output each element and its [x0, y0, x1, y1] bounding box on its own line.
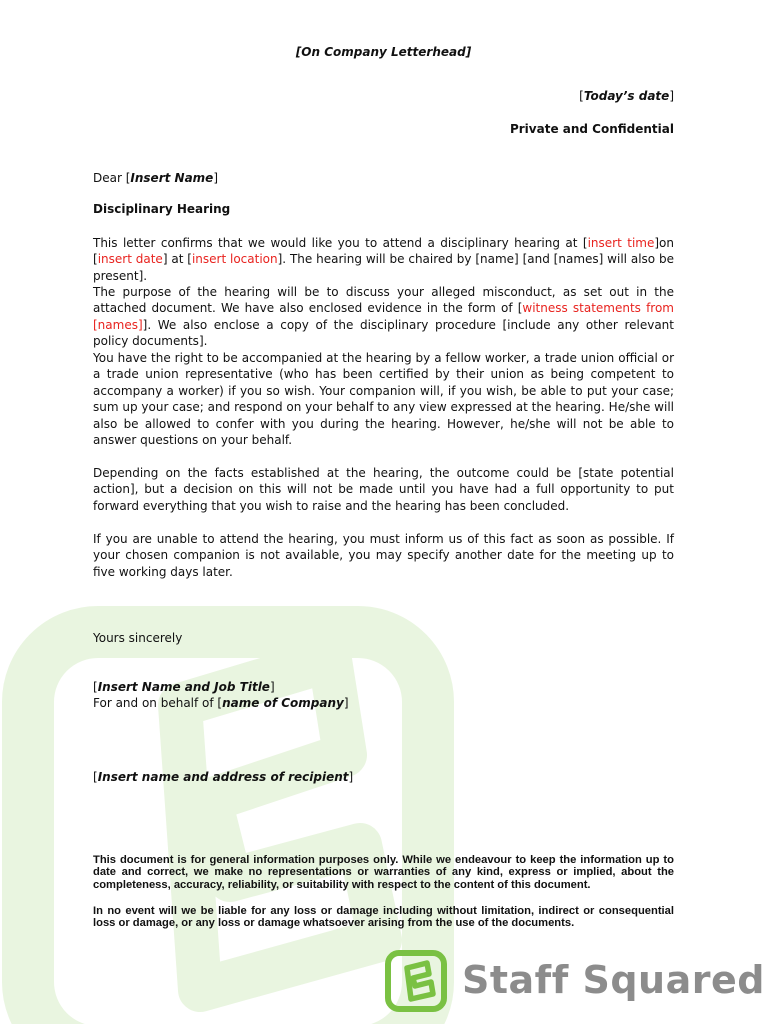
paragraph-companion-rights: You have the right to be accompanied at the hearing by a fellow worker, a trade union official or a trade union representative (who has been certified by their union as being competent to accompany a worker) if you so wish. Your companion will, if you wish, be able to put your case; sum up your case; and respond on your behalf to any view expressed at the hearing. He/she will also be allowed to confer with you during the hearing. However, he/she will not be able to answer questions on your behalf.: [93, 351, 674, 448]
recipient-line: [Insert name and address of recipient]: [93, 770, 354, 784]
brand-name: Staff Squared: [462, 958, 765, 1002]
on-behalf-line: For and on behalf of [name of Company]: [93, 696, 349, 710]
letter-subject: Disciplinary Hearing: [93, 202, 231, 216]
paragraph-purpose: The purpose of the hearing will be to discuss your alleged misconduct, as set out in the attached document. We have also enclosed evidence in the form of [witness statements from [names]]. We also enclose a copy of the disciplinary procedure [include any other relevant policy documents].: [93, 285, 674, 349]
date-line: [Today’s date]: [579, 89, 674, 103]
disclaimer-information: This document is for general information purposes only. While we endeavour to keep the information up to date and correct, we make no representations or warranties of any kind, express or implied, about the completeness, accuracy, reliability, or suitability with respect to the content of this document.: [93, 854, 674, 891]
staff-squared-logo-icon: [385, 950, 447, 1012]
paragraph-outcome: Depending on the facts established at the hearing, the outcome could be [state potential action], but a decision on this will not be made until you have had a full opportunity to put forward everything that you wish to raise and the hearing has been concluded.: [93, 466, 674, 513]
salutation: Dear [Insert Name]: [93, 171, 218, 185]
paragraph-hearing-details: This letter confirms that we would like you to attend a disciplinary hearing at [insert time]on [insert date] at [insert location]. The hearing will be chaired by [name] [and [names] will also be present].: [93, 236, 675, 283]
closing: Yours sincerely: [93, 631, 183, 645]
disclaimer-liability: In no event will we be liable for any loss or damage including without limitation, indirect or consequential loss or damage, or any loss or damage whatsoever arising from the use of the documents.: [93, 905, 674, 930]
confidential-label: Private and Confidential: [509, 122, 674, 136]
staff-squared-logo: [385, 950, 765, 1014]
signatory-line: [Insert Name and Job Title]: [93, 680, 275, 694]
paragraph-unable-to-attend: If you are unable to attend the hearing, you must inform us of this fact as soon as possible. If your chosen companion is not available, you may specify another date for the meeting up to five working days later.: [93, 532, 674, 579]
letterhead-placeholder: [On Company Letterhead]: [295, 45, 472, 59]
